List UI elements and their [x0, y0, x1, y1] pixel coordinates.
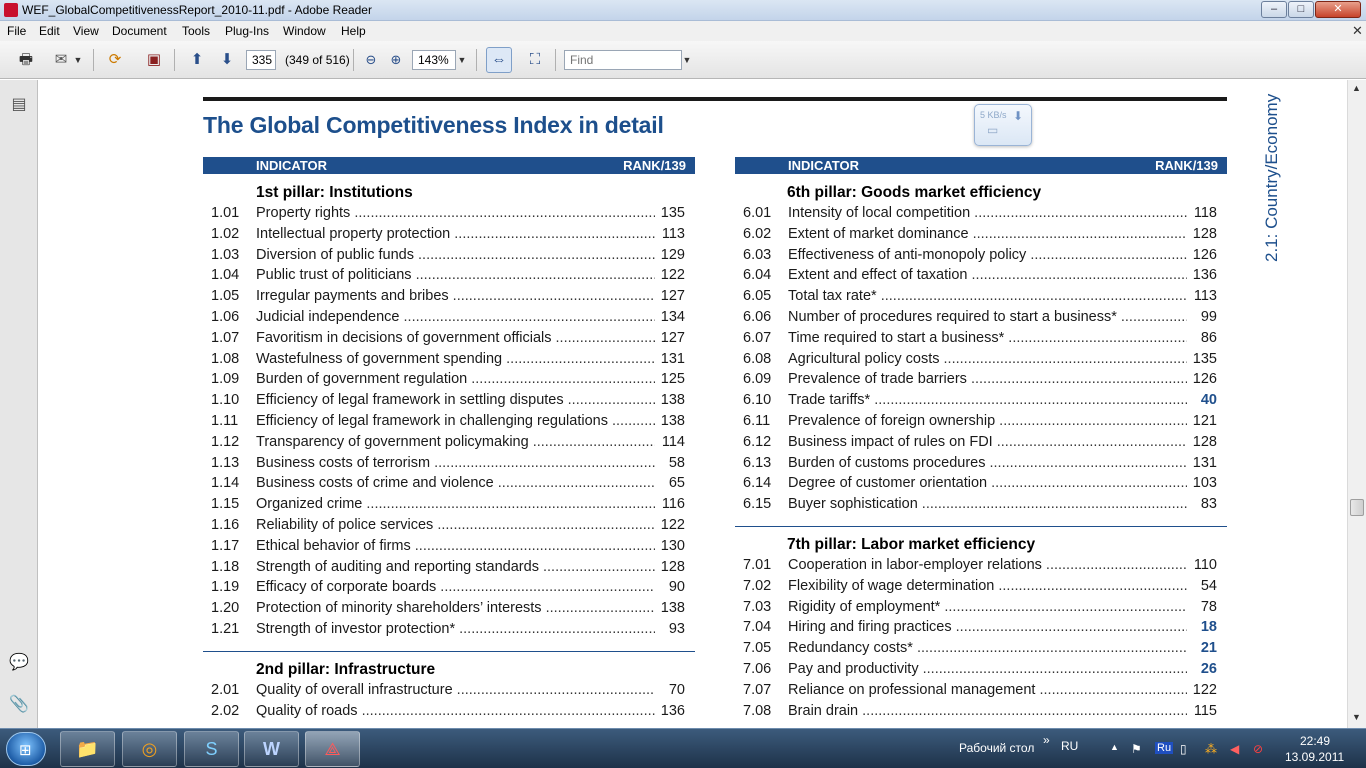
indicator-rank: 110 [1193, 557, 1217, 573]
monitor-icon: ▭ [987, 123, 999, 137]
find-input[interactable] [564, 50, 682, 70]
indicator-label: Strength of investor protection* ..... [256, 621, 655, 637]
indicator-row [735, 661, 1217, 681]
indicator-rank: 121 [1192, 413, 1217, 429]
indicator-row [203, 288, 685, 308]
indicator-number: 1.02 [211, 225, 240, 242]
indicator-rank: 131 [660, 350, 685, 367]
indicator-label: Favoritism in decisions of government officials ..... [256, 330, 655, 346]
indicator-number: 1.08 [211, 350, 240, 367]
indicator-row [735, 682, 1217, 702]
indicator-label: Property rights ..... [256, 205, 655, 221]
download-arrow-icon: ⬇ [1013, 109, 1024, 123]
indicator-rank: 65 [668, 475, 685, 492]
indicator-rank: 138 [660, 413, 685, 429]
zoom-out-icon[interactable]: ⊖ [365, 52, 377, 67]
indicator-row [735, 413, 1217, 433]
device-icon[interactable]: ▯ [1180, 742, 1187, 756]
toolbar-separator [93, 49, 94, 71]
indicator-label: Rigidity of employment* ..... [788, 599, 1187, 615]
pages-icon[interactable]: ▤ [11, 96, 27, 113]
language-indicator[interactable]: RU [1061, 739, 1079, 753]
toolbar-separator [174, 49, 175, 71]
indicator-label: Efficacy of corporate boards ..... [256, 579, 655, 595]
indicator-number: 6.07 [743, 329, 772, 346]
indicator-label: Wastefulness of government spending ..... [256, 351, 655, 367]
zoom-input[interactable] [412, 50, 456, 70]
indicator-row [203, 455, 685, 475]
indicator-number: 6.03 [743, 246, 772, 263]
clock-date[interactable]: 13.09.2011 [1285, 750, 1345, 764]
indicator-rank: 54 [1200, 577, 1217, 594]
toolbar-separator [476, 49, 477, 71]
indicator-row [735, 619, 1217, 639]
indicator-number: 1.13 [211, 454, 240, 471]
indicator-row [203, 309, 685, 329]
indicator-number: 6.09 [743, 371, 772, 388]
indicator-row [203, 351, 685, 371]
indicator-rank: 138 [660, 392, 685, 409]
fit-width-icon[interactable]: ⇔ [486, 47, 512, 73]
section-divider [203, 651, 695, 652]
indicator-rank: 138 [660, 600, 685, 617]
indicator-label: Time required to start a business* ..... [788, 330, 1187, 346]
indicator-row [735, 640, 1217, 660]
indicator-label: Prevalence of trade barriers ..... [788, 371, 1187, 387]
indicator-row [203, 579, 685, 599]
column-header-right [735, 157, 1227, 174]
rank-header: RANK/139 [1155, 158, 1218, 173]
side-caption [1262, 86, 1292, 262]
indicator-rank: 93 [668, 621, 685, 637]
document-view[interactable] [38, 80, 1347, 728]
scroll-down-icon[interactable]: ▼ [1352, 712, 1361, 722]
close-button[interactable]: ✕ [1315, 1, 1361, 18]
indicator-label: Brain drain ..... [788, 703, 1187, 719]
indicator-number: 6.05 [743, 288, 772, 305]
indicator-row [203, 392, 685, 412]
network-icon[interactable]: ⁂ [1205, 742, 1217, 756]
keyboard-layout-badge[interactable]: Ru [1157, 742, 1172, 754]
scrollbar-thumb[interactable] [1350, 499, 1364, 516]
menu-window[interactable]: Window [283, 24, 326, 38]
menu-bar [0, 21, 1366, 41]
indicator-number: 1.10 [211, 392, 240, 409]
indicator-label: Extent of market dominance ..... [788, 226, 1187, 242]
indicator-rank: 135 [1192, 350, 1217, 367]
indicator-row [735, 475, 1217, 495]
indicator-label: Organized crime ..... [256, 496, 655, 512]
indicator-row [735, 557, 1217, 577]
indicator-label: Ethical behavior of firms ..... [256, 538, 655, 554]
zoom-in-icon[interactable]: ⊕ [390, 52, 402, 67]
close-document-icon[interactable]: ✕ [1352, 23, 1363, 38]
indicator-label: Judicial independence ..... [256, 309, 655, 325]
start-button[interactable] [6, 732, 46, 766]
indicator-number: 1.20 [211, 600, 240, 617]
collaborate-icon[interactable]: ⟳ [108, 51, 122, 68]
indicator-row [203, 496, 685, 516]
indicator-row [203, 538, 685, 558]
indicator-rank: 40 [1200, 392, 1217, 409]
indicator-rank: 128 [1192, 225, 1217, 242]
indicator-row [735, 703, 1217, 723]
toolbar-separator [555, 49, 556, 71]
indicator-label: Quality of overall infrastructure ..... [256, 682, 655, 698]
indicator-number: 1.15 [211, 496, 240, 513]
indicator-row [203, 703, 685, 723]
indicator-rank: 134 [660, 309, 685, 325]
pillar-title: 6th pillar: Goods market efficiency [787, 184, 1042, 201]
indicator-row [203, 226, 685, 246]
indicator-label: Intellectual property protection ..... [256, 226, 655, 242]
show-hidden-icons-icon[interactable]: ▲ [1110, 742, 1119, 752]
indicator-row [735, 330, 1217, 350]
indicator-rank: 70 [668, 682, 685, 698]
indicator-row [735, 496, 1217, 516]
toolbar-separator [353, 49, 354, 71]
indicator-number: 1.01 [211, 205, 240, 221]
indicator-number: 6.02 [743, 225, 772, 242]
indicator-rank: 136 [1192, 267, 1217, 284]
indicator-row [735, 247, 1217, 267]
indicator-number: 7.05 [743, 640, 772, 657]
indicator-label: Number of procedures required to start a business* ..... [788, 309, 1187, 325]
indicator-label: Transparency of government policymaking ..... [256, 434, 655, 450]
download-speed-widget[interactable] [974, 104, 1032, 146]
menu-plugins[interactable]: Plug-Ins [225, 24, 270, 38]
volume-icon[interactable]: ◀ [1230, 742, 1240, 756]
indicator-label: Pay and productivity ..... [788, 661, 1187, 677]
indicator-rank: 114 [661, 433, 685, 450]
menu-tools[interactable]: Tools [182, 24, 211, 38]
indicator-label: Efficiency of legal framework in settling disputes ..... [256, 392, 655, 408]
windows-logo-icon: ⊞ [19, 742, 32, 759]
indicator-number: 6.06 [743, 309, 772, 325]
indicator-row [203, 371, 685, 391]
indicator-row [735, 309, 1217, 329]
indicator-number: 6.04 [743, 267, 772, 284]
indicator-label: Redundancy costs* ..... [788, 640, 1187, 656]
taskbar [0, 728, 1366, 768]
indicator-label: Burden of government regulation ..... [256, 371, 655, 387]
indicator-number: 1.03 [211, 246, 240, 263]
indicator-rank: 58 [668, 454, 685, 471]
column-header-left [203, 157, 695, 174]
indicator-number: 7.01 [743, 557, 772, 573]
page-title: The Global Competitiveness Index in detail [203, 112, 664, 138]
page-count-label: (349 of 516) [285, 53, 350, 67]
indicator-row [203, 682, 685, 702]
indicator-label: Hiring and firing practices ..... [788, 619, 1187, 635]
indicator-rank: 127 [660, 329, 685, 346]
indicator-rank: 126 [1192, 246, 1217, 263]
indicator-number: 1.04 [211, 267, 240, 284]
indicator-row [735, 288, 1217, 308]
indicator-rank: 116 [661, 496, 685, 513]
indicator-label: Irregular payments and bribes ..... [256, 288, 655, 304]
indicator-number: 7.06 [743, 661, 772, 677]
indicator-label: Agricultural policy costs ..... [788, 351, 1187, 367]
adobe-reader-icon [4, 3, 18, 17]
pillar-title: 1st pillar: Institutions [256, 184, 413, 201]
indicator-row [735, 351, 1217, 371]
indicator-label: Extent and effect of taxation ..... [788, 267, 1187, 283]
browser-taskbar-button[interactable]: ◎ [122, 731, 177, 767]
menu-document[interactable]: Document [112, 24, 167, 38]
indicator-row [203, 267, 685, 287]
menu-edit[interactable]: Edit [39, 24, 60, 38]
indicator-label: Trade tariffs* ..... [788, 392, 1187, 408]
indicator-number: 1.09 [211, 371, 240, 388]
indicator-number: 1.17 [211, 537, 240, 554]
indicator-rank: 21 [1200, 640, 1217, 657]
indicator-rank: 130 [660, 537, 685, 554]
indicator-rank: 129 [660, 246, 685, 263]
indicator-number: 7.08 [743, 702, 772, 719]
navigation-panel [0, 80, 38, 728]
indicator-label: Diversion of public funds ..... [256, 247, 655, 263]
indicator-number: 6.15 [743, 496, 772, 513]
indicator-label: Strength of auditing and reporting standards ..... [256, 559, 655, 575]
menu-help[interactable]: Help [341, 24, 366, 38]
indicator-number: 7.03 [743, 598, 772, 615]
indicator-number: 1.11 [211, 413, 239, 429]
indicator-row [735, 455, 1217, 475]
indicator-row [203, 559, 685, 579]
indicator-number: 1.07 [211, 329, 240, 346]
indicator-rank: 113 [1193, 288, 1217, 305]
indicator-row [203, 621, 685, 641]
comments-icon[interactable]: 💬 [9, 654, 29, 671]
indicator-label: Reliability of police services ..... [256, 517, 655, 533]
previous-page-icon[interactable]: ⬆ [190, 51, 204, 68]
menu-file[interactable]: File [7, 24, 27, 38]
rank-header: RANK/139 [623, 158, 686, 173]
indicator-label: Business costs of terrorism ..... [256, 455, 655, 471]
skype-taskbar-button[interactable]: S [184, 731, 239, 767]
indicator-number: 1.05 [211, 288, 240, 305]
email-icon[interactable]: ✉ [54, 51, 68, 68]
indicator-rank: 126 [1192, 371, 1217, 388]
word-taskbar-button[interactable]: W [244, 731, 299, 767]
indicator-row [735, 371, 1217, 391]
download-speed: 5 KB/s [980, 110, 1007, 120]
flag-icon[interactable]: ⚑ [1131, 742, 1142, 756]
indicator-rank: 131 [1192, 454, 1217, 471]
indicator-row [203, 475, 685, 495]
indicator-row [735, 267, 1217, 287]
maximize-button[interactable]: □ [1288, 1, 1314, 18]
indicator-rank: 103 [1192, 475, 1217, 492]
indicator-header: INDICATOR [256, 158, 328, 173]
pillar-title: 7th pillar: Labor market efficiency [787, 536, 1036, 553]
indicator-label: Total tax rate* ..... [788, 288, 1187, 304]
desktop-toolbar-label[interactable]: Рабочий стол [959, 741, 1035, 755]
indicator-rank: 78 [1200, 598, 1217, 615]
indicator-number: 6.13 [743, 454, 772, 471]
indicator-rank: 125 [660, 371, 685, 388]
vertical-scrollbar[interactable] [1347, 80, 1366, 728]
indicator-number: 1.21 [211, 621, 240, 637]
indicator-rank: 115 [1193, 702, 1217, 719]
indicator-number: 6.08 [743, 350, 772, 367]
indicator-number: 6.14 [743, 475, 772, 492]
pillar-title: 2nd pillar: Infrastructure [256, 661, 436, 678]
indicator-label: Public trust of politicians ..... [256, 267, 655, 283]
indicator-label: Quality of roads ..... [256, 703, 655, 719]
email-dropdown-icon[interactable]: ▼ [73, 55, 83, 65]
indicator-row [735, 434, 1217, 454]
indicator-row [735, 599, 1217, 619]
indicator-rank: 26 [1200, 661, 1217, 677]
indicator-number: 2.02 [211, 702, 240, 719]
indicator-row [203, 247, 685, 267]
indicator-number: 6.11 [743, 413, 771, 429]
indicator-label: Reliance on professional management ..... [788, 682, 1187, 698]
indicator-row [203, 413, 685, 433]
indicator-rank: 122 [1192, 681, 1217, 698]
indicator-row [203, 600, 685, 620]
security-icon[interactable]: ⊘ [1253, 742, 1264, 756]
indicator-row [203, 205, 685, 225]
indicator-number: 6.12 [743, 433, 772, 450]
attachments-icon[interactable]: 📎 [9, 696, 29, 713]
indicator-number: 7.07 [743, 681, 772, 698]
indicator-rank: 122 [660, 267, 685, 284]
indicator-number: 7.04 [743, 619, 772, 636]
indicator-number: 6.01 [743, 205, 772, 221]
window-titlebar[interactable] [0, 0, 1366, 21]
indicator-label: Prevalence of foreign ownership ..... [788, 413, 1187, 429]
indicator-number: 1.12 [211, 433, 240, 450]
indicator-rank: 136 [660, 702, 685, 719]
indicator-rank: 135 [660, 205, 685, 221]
clock-time[interactable]: 22:49 [1300, 734, 1331, 748]
indicator-rank: 83 [1200, 496, 1217, 513]
indicator-number: 1.14 [211, 475, 240, 492]
indicator-rank: 99 [1200, 309, 1217, 325]
indicator-label: Business costs of crime and violence ..... [256, 475, 655, 491]
toolbar [0, 41, 1366, 79]
indicator-rank: 18 [1200, 619, 1217, 636]
indicator-rank: 128 [660, 558, 685, 575]
indicator-rank: 127 [660, 288, 685, 305]
indicator-row [203, 434, 685, 454]
indicator-number: 1.06 [211, 309, 240, 325]
window-title: WEF_GlobalCompetitivenessReport_2010-11.pdf - Adobe Reader [22, 3, 372, 17]
toolbar-chevron[interactable]: » [1043, 733, 1050, 747]
adobe-reader-taskbar-button[interactable]: ⟁ [305, 731, 360, 767]
indicator-rank: 113 [661, 225, 685, 242]
indicator-label: Intensity of local competition ..... [788, 205, 1187, 221]
indicator-rank: 122 [660, 517, 685, 533]
indicator-label: Buyer sophistication ..... [788, 496, 1187, 512]
indicator-label: Protection of minority shareholders’ interests ..... [256, 600, 655, 616]
indicator-number: 1.19 [211, 579, 240, 596]
indicator-row [203, 517, 685, 537]
indicator-row [735, 226, 1217, 246]
menu-view[interactable]: View [73, 24, 99, 38]
side-caption-text: 2.1: Country/Economy [1262, 93, 1281, 262]
indicator-number: 2.01 [211, 682, 240, 698]
save-icon[interactable]: ▣ [146, 51, 162, 68]
indicator-number: 6.10 [743, 392, 772, 409]
section-divider [735, 526, 1227, 527]
indicator-row [203, 330, 685, 350]
indicator-rank: 118 [1193, 205, 1217, 221]
indicator-label: Flexibility of wage determination ..... [788, 578, 1187, 594]
indicator-label: Efficiency of legal framework in challenging regulations ..... [256, 413, 655, 429]
fit-page-icon[interactable]: ⛶ [529, 51, 541, 68]
indicator-number: 1.16 [211, 517, 240, 533]
indicator-row [735, 578, 1217, 598]
indicator-rank: 86 [1200, 329, 1217, 346]
next-page-icon[interactable]: ⬇ [220, 51, 234, 68]
zoom-dropdown-icon[interactable]: ▼ [457, 55, 467, 65]
indicator-row [735, 205, 1217, 225]
scroll-up-icon[interactable]: ▲ [1352, 83, 1361, 93]
printer-icon[interactable]: 🖶 [18, 51, 34, 68]
indicator-label: Degree of customer orientation ..... [788, 475, 1187, 491]
find-dropdown-icon[interactable]: ▼ [682, 55, 692, 65]
indicator-row [735, 392, 1217, 412]
indicator-label: Cooperation in labor-employer relations ..... [788, 557, 1187, 573]
indicator-rank: 128 [1192, 433, 1217, 450]
indicator-label: Effectiveness of anti-monopoly policy ..... [788, 247, 1187, 263]
indicator-number: 7.02 [743, 577, 772, 594]
top-rule [203, 97, 1227, 101]
indicator-label: Business impact of rules on FDI ..... [788, 434, 1187, 450]
indicator-header: INDICATOR [788, 158, 860, 173]
page-number-input[interactable] [246, 50, 276, 70]
minimize-button[interactable]: – [1261, 1, 1287, 18]
indicator-label: Burden of customs procedures ..... [788, 455, 1187, 471]
explorer-taskbar-button[interactable]: 📁 [60, 731, 115, 767]
indicator-rank: 90 [668, 579, 685, 596]
indicator-number: 1.18 [211, 558, 240, 575]
